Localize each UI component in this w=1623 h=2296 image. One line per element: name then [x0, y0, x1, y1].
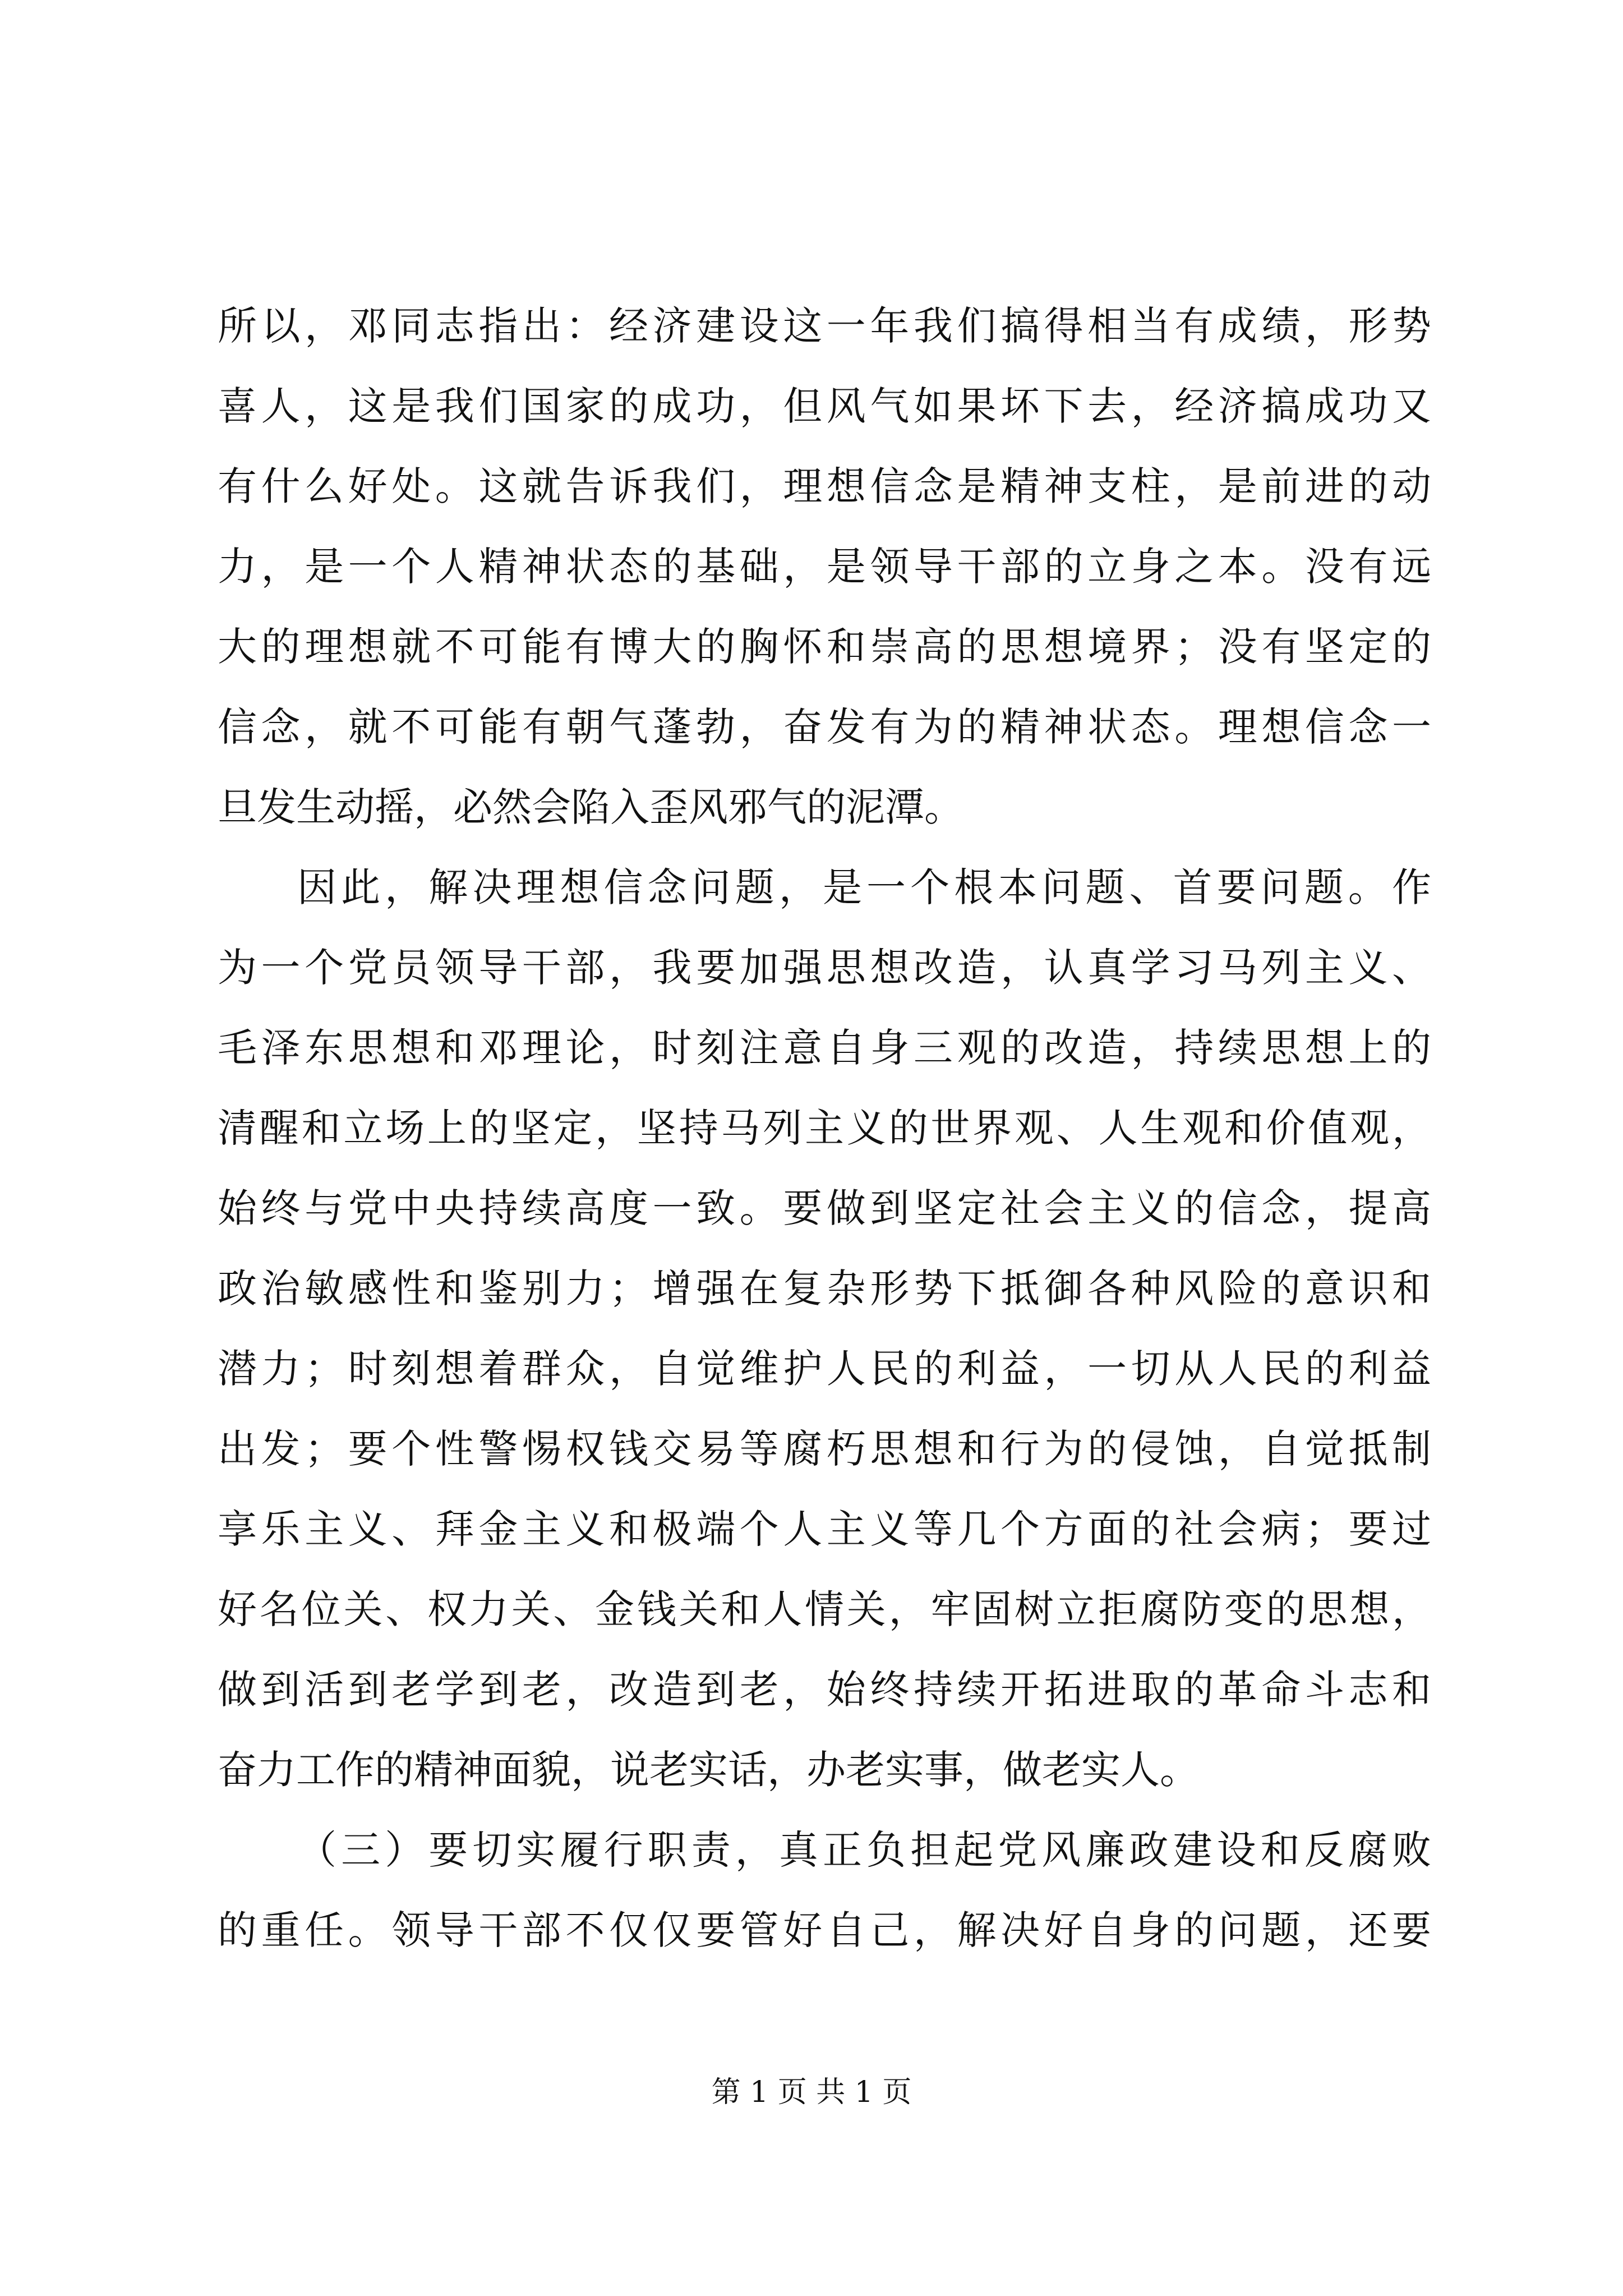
paragraph-3 — [218, 1810, 1431, 1971]
text-line: 潜力；时刻想着群众，自觉维护人民的利益，一切从人民的利益 — [218, 1346, 1431, 1392]
text-line: 清醒和立场上的坚定，坚持马列主义的世界观、人生观和价值观， — [218, 1105, 1431, 1151]
text-line: 大的理想就不可能有博大的胸怀和崇高的思想境界；没有坚定的 — [218, 624, 1431, 670]
text-line: （三）要切实履行职责，真正负担起党风廉政建设和反腐败 — [297, 1827, 1431, 1873]
text-line: 信念，就不可能有朝气蓬勃，奋发有为的精神状态。理想信念一 — [218, 704, 1431, 750]
text-line: 始终与党中央持续高度一致。要做到坚定社会主义的信念，提高 — [218, 1185, 1431, 1231]
document-body — [218, 286, 1431, 1971]
paragraph-1 — [218, 286, 1431, 848]
text-line: 的重任。领导干部不仅仅要管好自己，解决好自身的问题，还要 — [218, 1907, 1431, 1953]
text-line: 奋力工作的精神面貌，说老实话，办老实事，做老实人。 — [218, 1747, 1199, 1793]
text-line: 有什么好处。这就告诉我们，理想信念是精神支柱，是前进的动 — [218, 463, 1431, 509]
text-line: 旦发生动摇，必然会陷入歪风邪气的泥潭。 — [218, 784, 963, 830]
text-line: 喜人，这是我们国家的成功，但风气如果坏下去，经济搞成功又 — [218, 383, 1431, 429]
text-line: 好名位关、权力关、金钱关和人情关，牢固树立拒腐防变的思想， — [218, 1586, 1431, 1632]
text-line: 为一个党员领导干部，我要加强思想改造，认真学习马列主义、 — [218, 945, 1431, 991]
text-line: 毛泽东思想和邓理论，时刻注意自身三观的改造，持续思想上的 — [218, 1025, 1431, 1071]
paragraph-2 — [218, 848, 1431, 1810]
page-footer — [0, 2070, 1623, 2115]
text-line: 所以，邓同志指出：经济建设这一年我们搞得相当有成绩，形势 — [218, 303, 1431, 349]
text-line: 因此，解决理想信念问题，是一个根本问题、首要问题。作 — [297, 864, 1431, 910]
text-line: 出发；要个性警惕权钱交易等腐朽思想和行为的侵蚀，自觉抵制 — [218, 1426, 1431, 1472]
text-line: 享乐主义、拜金主义和极端个人主义等几个方面的社会病；要过 — [218, 1506, 1431, 1552]
text-line: 力，是一个人精神状态的基础，是领导干部的立身之本。没有远 — [218, 544, 1431, 590]
text-line: 政治敏感性和鉴别力；增强在复杂形势下抵御各种风险的意识和 — [218, 1266, 1431, 1312]
page-number: 第 1 页 共 1 页 — [711, 2076, 912, 2109]
text-line: 做到活到老学到老，改造到老，始终持续开拓进取的革命斗志和 — [218, 1667, 1431, 1713]
